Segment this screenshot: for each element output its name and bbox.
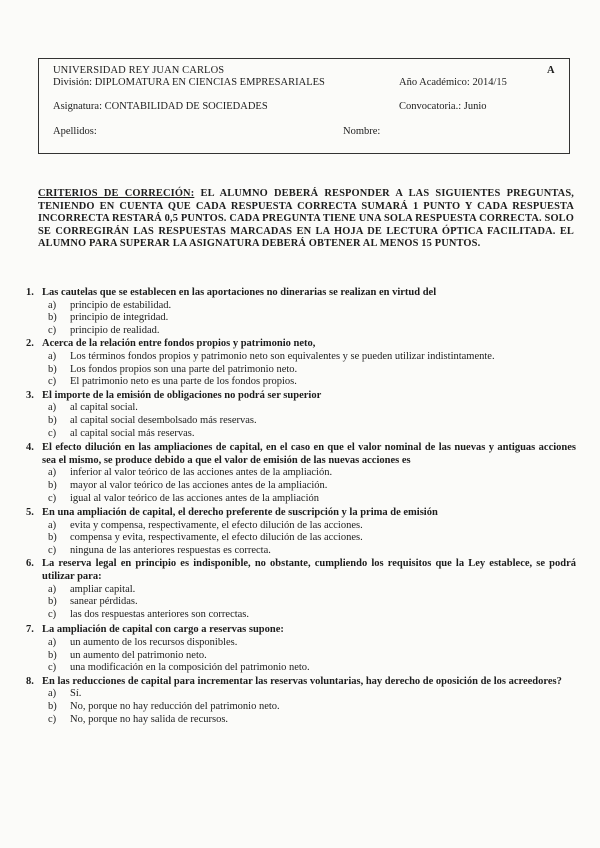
answer-option <box>48 364 576 377</box>
question-stem <box>26 338 576 351</box>
option-text: principio de realidad. <box>70 324 160 336</box>
option-text: El patrimonio neto es una parte de los fondos propios. <box>70 376 297 388</box>
question <box>26 442 576 505</box>
answer-option <box>48 428 576 441</box>
question-text: En las reducciones de capital para incrementar las reservas voluntarias, hay derecho de oposición de los acreedores? <box>42 675 562 687</box>
question-list <box>26 287 576 729</box>
question-number: 3. <box>26 389 34 401</box>
answer-option <box>48 402 576 415</box>
question <box>26 558 576 621</box>
answer-option <box>48 637 576 650</box>
option-letter: c) <box>48 376 57 388</box>
option-text: compensa y evita, respectivamente, el efecto dilución de las acciones. <box>70 532 363 544</box>
answer-option <box>48 650 576 663</box>
question <box>26 507 576 557</box>
option-list <box>48 688 576 726</box>
option-text: ampliar capital. <box>70 583 136 595</box>
question-text: La ampliación de capital con cargo a reservas supone: <box>42 624 284 636</box>
answer-option <box>48 584 576 597</box>
question-stem <box>26 390 576 403</box>
criteria-title: CRITERIOS DE CORRECIÓN: <box>38 188 195 199</box>
answer-option <box>48 480 576 493</box>
question-text: El efecto dilución en las ampliaciones de capital, en el caso en que el valor nominal de las nuevas y antiguas acciones sea el mismo, se produce debido a que el valor de emisión de las nuevas acciones es <box>42 442 576 466</box>
option-text: un aumento de los recursos disponibles. <box>70 637 238 649</box>
call: Convocatoria.: Junio <box>399 101 487 112</box>
option-text: Los términos fondos propios y patrimonio neto son equivalentes y se pueden utilizar indistintamente. <box>70 350 495 362</box>
answer-option <box>48 662 576 675</box>
option-letter: a) <box>48 688 57 700</box>
surnames-label: Apellidos: <box>53 126 97 137</box>
option-list <box>48 637 576 675</box>
answer-option <box>48 376 576 389</box>
option-text: mayor al valor teórico de las acciones antes de la ampliación. <box>70 479 328 491</box>
answer-option <box>48 701 576 714</box>
option-letter: c) <box>48 492 57 504</box>
option-list <box>48 351 576 389</box>
question-number: 2. <box>26 338 34 350</box>
question-text: El importe de la emisión de obligaciones no podrá ser superior <box>42 389 322 401</box>
option-letter: a) <box>48 299 57 311</box>
option-letter: a) <box>48 583 57 595</box>
option-text: sanear pérdidas. <box>70 596 138 608</box>
option-text: al capital social desembolsado más reservas. <box>70 414 257 426</box>
option-letter: b) <box>48 414 57 426</box>
answer-option <box>48 493 576 506</box>
name-label: Nombre: <box>343 126 381 137</box>
question-stem <box>26 442 576 467</box>
question <box>26 287 576 337</box>
option-text: Los fondos propios son una parte del patrimonio neto. <box>70 363 298 375</box>
option-letter: b) <box>48 363 57 375</box>
option-text: una modificación en la composición del patrimonio neto. <box>70 662 310 674</box>
question-number: 4. <box>26 442 34 454</box>
question-stem <box>26 558 576 583</box>
answer-option <box>48 714 576 727</box>
question-number: 7. <box>26 624 34 636</box>
criteria-body: EL ALUMNO DEBERÁ RESPONDER A LAS SIGUIENTES PREGUNTAS, TENIENDO EN CUENTA QUE CADA RESPUESTA CORRECTA SUMARÁ 1 PUNTO Y CADA RESPUESTA INCORRECTA RESTARÁ 0,5 PUNTOS. CADA PREGUNTA TIENE UNA SOLA RESPUESTA CORRECTA. SOLO SE CORREGIRÁN LAS RESPUESTAS MARCADAS EN LA HOJA DE LECTURA ÓPTICA FACILITADA. EL ALUMNO PARA SUPERAR LA ASIGNATURA DEBERÁ OBTENER AL MENOS 15 PUNTOS. <box>38 188 574 250</box>
option-letter: b) <box>48 701 57 712</box>
answer-option <box>48 325 576 338</box>
question-stem <box>26 287 576 300</box>
option-letter: a) <box>48 519 57 531</box>
answer-option <box>48 609 576 622</box>
option-letter: c) <box>48 608 57 620</box>
option-list <box>48 520 576 558</box>
option-letter: c) <box>48 544 57 556</box>
option-letter: c) <box>48 324 57 336</box>
subject: Asignatura: CONTABILIDAD DE SOCIEDADES <box>53 101 268 112</box>
question <box>26 390 576 440</box>
answer-option <box>48 596 576 609</box>
option-list <box>48 467 576 505</box>
option-letter: c) <box>48 713 57 725</box>
exam-header <box>38 58 570 154</box>
question <box>26 338 576 388</box>
university-name: UNIVERSIDAD REY JUAN CARLOS <box>53 65 225 76</box>
option-text: No, porque no hay reducción del patrimonio neto. <box>70 701 280 712</box>
option-list <box>48 402 576 440</box>
question-text: Acerca de la relación entre fondos propios y patrimonio neto, <box>42 338 316 350</box>
option-text: al capital social. <box>70 402 138 414</box>
option-text: al capital social más reservas. <box>70 427 195 439</box>
option-text: un aumento del patrimonio neto. <box>70 649 207 661</box>
option-letter: c) <box>48 662 57 674</box>
answer-option <box>48 545 576 558</box>
question <box>26 676 576 726</box>
answer-option <box>48 312 576 325</box>
option-text: No, porque no hay salida de recursos. <box>70 713 229 725</box>
option-text: principio de integridad. <box>70 312 169 324</box>
option-text: evita y compensa, respectivamente, el efecto dilución de las acciones. <box>70 519 363 531</box>
exam-version: A <box>547 65 555 76</box>
option-letter: b) <box>48 596 57 608</box>
option-letter: b) <box>48 479 57 491</box>
question-number: 8. <box>26 675 34 687</box>
question <box>26 624 576 674</box>
question-number: 5. <box>26 507 34 519</box>
option-list <box>48 584 576 622</box>
answer-option <box>48 351 576 364</box>
option-list <box>48 300 576 338</box>
option-text: principio de estabilidad. <box>70 299 172 311</box>
answer-option <box>48 520 576 533</box>
option-letter: b) <box>48 649 57 661</box>
question-text: En una ampliación de capital, el derecho preferente de suscripción y la prima de emisión <box>42 507 438 519</box>
question-text: La reserva legal en principio es indisponible, no obstante, cumpliendo los requisitos que la Ley establece, se podrá utilizar para: <box>42 558 576 583</box>
answer-option <box>48 467 576 480</box>
option-letter: a) <box>48 350 57 362</box>
option-letter: c) <box>48 427 57 439</box>
answer-option <box>48 415 576 428</box>
question-stem <box>26 676 576 689</box>
option-letter: a) <box>48 467 57 479</box>
question-stem <box>26 507 576 520</box>
division: División: DIPLOMATURA EN CIENCIAS EMPRESARIALES <box>53 77 325 88</box>
question-number: 1. <box>26 287 34 298</box>
option-text: ninguna de las anteriores respuestas es correcta. <box>70 544 271 556</box>
answer-option <box>48 300 576 313</box>
option-letter: a) <box>48 637 57 649</box>
option-letter: b) <box>48 532 57 544</box>
answer-option <box>48 532 576 545</box>
option-text: igual al valor teórico de las acciones antes de la ampliación <box>70 492 319 504</box>
option-text: las dos respuestas anteriores son correctas. <box>70 608 250 620</box>
option-text: inferior al valor teórico de las acciones antes de la ampliación. <box>70 467 333 479</box>
option-text: Sí. <box>70 688 82 700</box>
grading-criteria <box>38 188 574 251</box>
answer-option <box>48 688 576 701</box>
question-number: 6. <box>26 558 34 570</box>
option-letter: b) <box>48 312 57 324</box>
question-stem <box>26 624 576 637</box>
academic-year: Año Académico: 2014/15 <box>399 77 507 88</box>
question-text: Las cautelas que se establecen en las aportaciones no dinerarias se realizan en virtud del <box>42 287 437 298</box>
option-letter: a) <box>48 402 57 414</box>
